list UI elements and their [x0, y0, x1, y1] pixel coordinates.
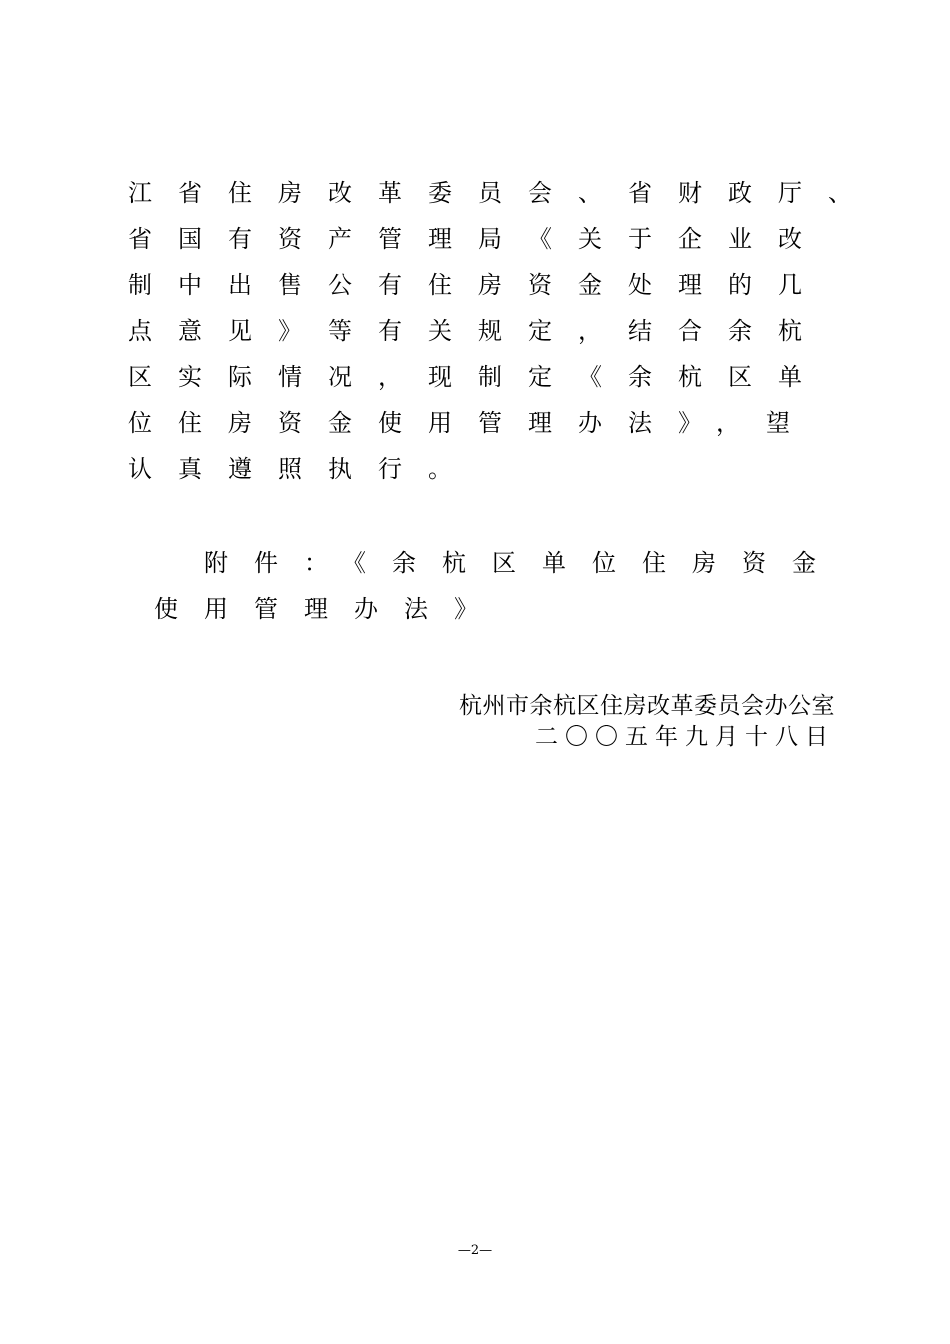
attachment-note	[128, 540, 848, 632]
body-line-5: 区实际情况，现制定《余杭区单	[128, 363, 828, 391]
attachment-line-2: 使用管理办法》	[154, 595, 504, 623]
body-line-4: 点意见》等有关规定，结合余杭	[128, 317, 828, 345]
issue-date: 二〇〇五年九月十八日	[535, 724, 835, 750]
page-number: —2—	[457, 1243, 493, 1258]
issuing-organization: 杭州市余杭区住房改革委员会办公室	[459, 693, 835, 719]
body-paragraph	[128, 170, 878, 492]
body-line-7: 认真遵照执行。	[128, 455, 478, 483]
signature-block	[459, 690, 835, 752]
body-line-3: 制中出售公有住房资金处理的几	[128, 271, 828, 299]
body-line-1: 江省住房改革委员会、省财政厅、	[128, 179, 878, 207]
attachment-line-1: 附件：《余杭区单位住房资金	[204, 549, 842, 577]
body-line-2: 省国有资产管理局《关于企业改	[128, 225, 828, 253]
body-line-6: 位住房资金使用管理办法》，望	[128, 409, 816, 437]
